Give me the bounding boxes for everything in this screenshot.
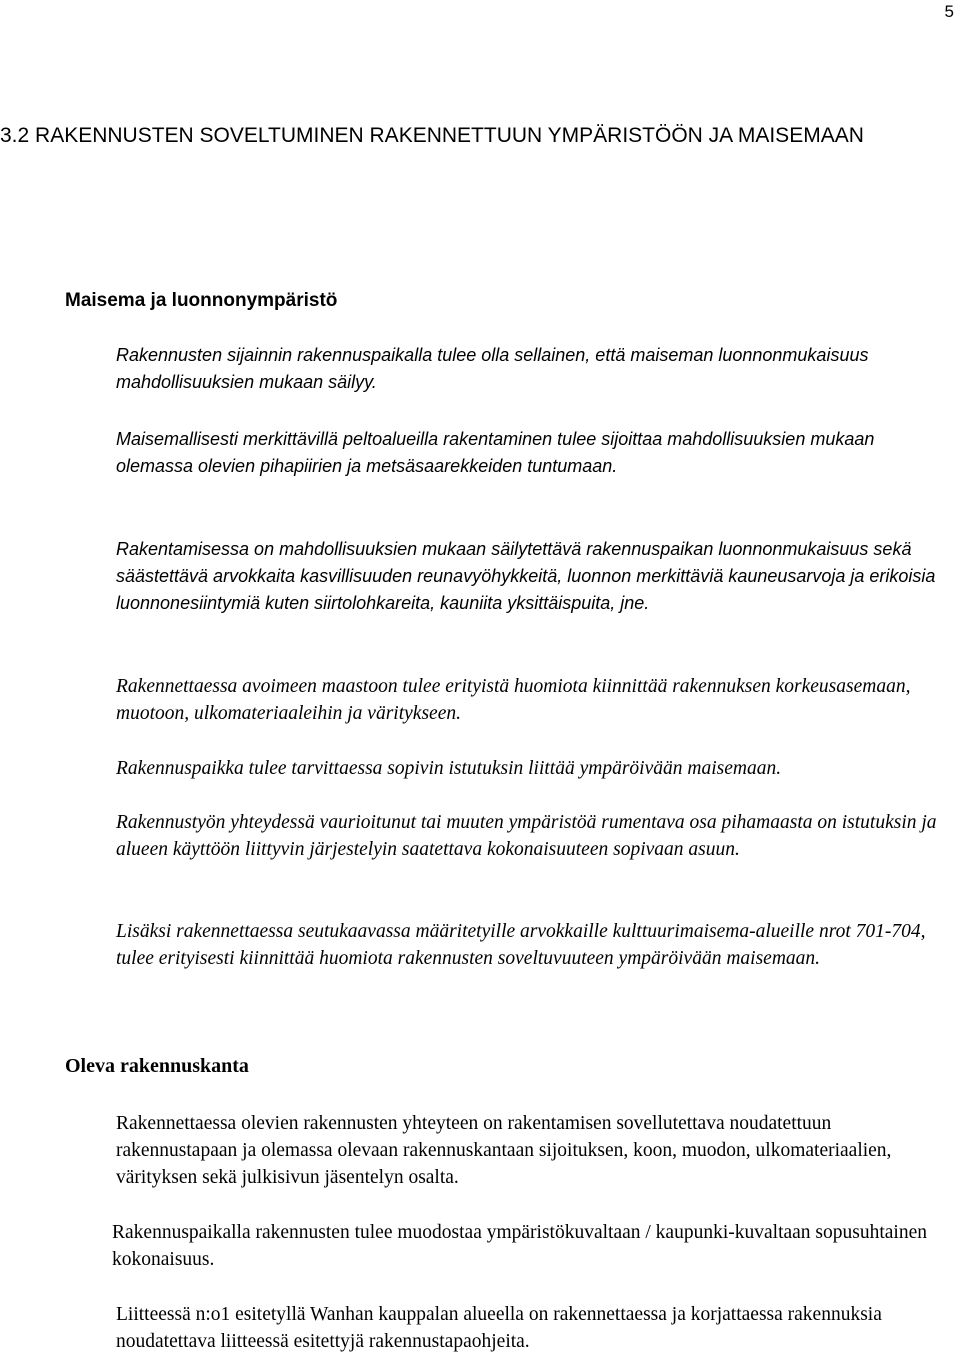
paragraph-rakentamisessa: Rakentamisessa on mahdollisuuksien mukaan säilytettävä rakennuspaikan luonnonmukaisuus sekä säästettävä arvokkaita kasvillisuuden reunavyöhykkeitä, luonnon merkittäviä kauneusarvoja ja erikoisia luonnonesiintymiä kuten siirtolohkareita, kauniita yksittäispuita, jne. (116, 539, 936, 613)
paragraph-kulttuurimaisema: Lisäksi rakennettaessa seutukaavassa määritetyille arvokkaille kulttuurimaisema-alueille nrot 701-704, tulee erityisesti kiinnittää huomiota rakennusten soveltuvuuteen ympäröivään maisemaan. (116, 921, 926, 969)
paragraph-rakennustyo: Rakennustyön yhteydessä vaurioitunut tai muuten ympäristöä rumentava osa pihamaasta on istutuksin ja alueen käyttöön liittyvin järjestelyin saatettava kokonaisuuteen sopivaan asuun. (116, 812, 937, 860)
paragraph-sovellutettava: Rakennettaessa olevien rakennusten yhteyteen on rakentamisen sovellutettava noudatettuun rakennustapaan ja olemassa olevaan rakennuskantaan sijoituksen, koon, muodon, ulkomateriaalien, värityksen sekä julkisivun jäsentelyn osalta. (116, 1113, 892, 1188)
paragraph-kokonaisuus: Rakennuspaikalla rakennusten tulee muodostaa ympäristökuvaltaan / kaupunki-kuvaltaan sopusuhtainen kokonaisuus. (112, 1222, 927, 1270)
paragraph-istutukset: Rakennuspaikka tulee tarvittaessa sopivin istutuksin liittää ympäröivään maisemaan. (116, 758, 782, 779)
subheading-maisema: Maisema ja luonnonympäristö (65, 290, 338, 311)
page-number: 5 (944, 2, 954, 21)
paragraph-avoin-maasto: Rakennettaessa avoimeen maastoon tulee erityistä huomiota kiinnittää rakennuksen korkeusasemaan, muotoon, ulkomateriaaleihin ja väritykseen. (116, 676, 911, 724)
paragraph-liite: Liitteessä n:o1 esitetyllä Wanhan kauppalan alueella on rakennettaessa ja korjattaessa rakennuksia noudatettava liitteessä esitettyjä rakennustapaohjeita. (116, 1304, 882, 1352)
subheading-oleva-rakennuskanta: Oleva rakennuskanta (65, 1055, 249, 1077)
paragraph-peltoalueet: Maisemallisesti merkittävillä peltoalueilla rakentaminen tulee sijoittaa mahdollisuuksien mukaan olemassa olevien pihapiirien ja metsäsaarekkeiden tuntumaan. (116, 429, 875, 476)
paragraph-sijainti: Rakennusten sijainnin rakennuspaikalla tulee olla sellainen, että maiseman luonnonmukaisuus mahdollisuuksien mukaan säilyy. (116, 345, 869, 392)
section-title: 3.2 RAKENNUSTEN SOVELTUMINEN RAKENNETTUUN YMPÄRISTÖÖN JA MAISEMAAN (0, 124, 864, 147)
